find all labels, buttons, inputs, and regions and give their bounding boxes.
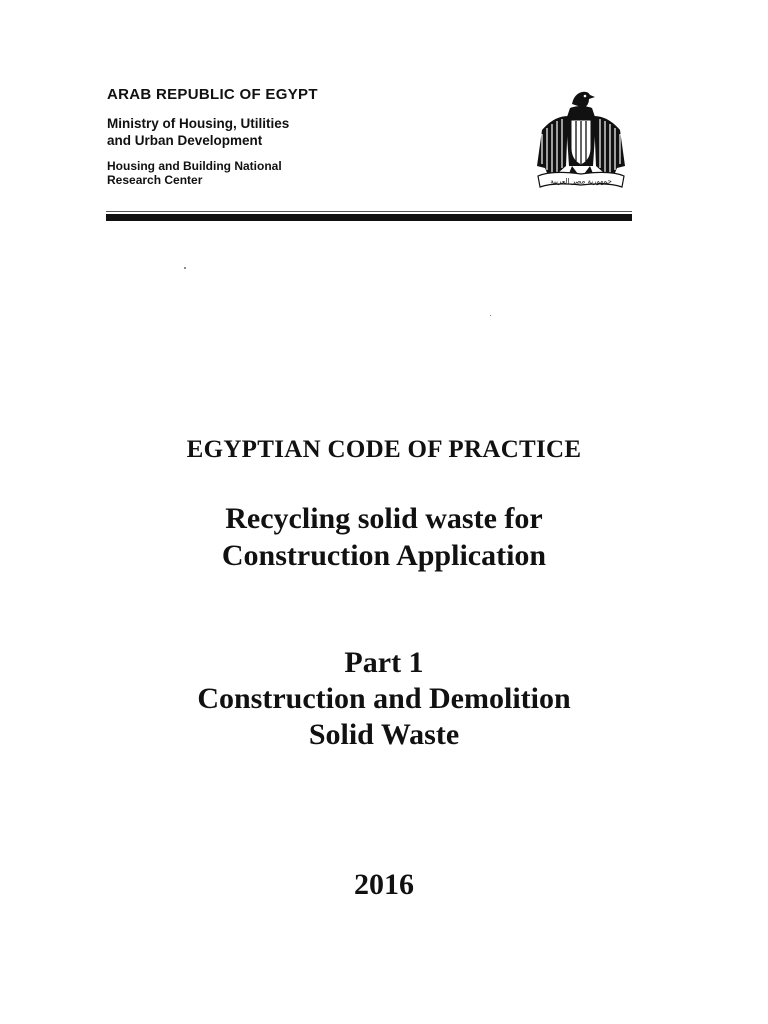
eagle-of-saladin-emblem-icon (532, 86, 630, 194)
header-rule (106, 214, 632, 221)
publication-year: 2016 (354, 868, 414, 901)
part-number: Part 1 (344, 646, 424, 679)
document-title-line-2: Construction Application (221, 539, 547, 572)
document-title (0, 500, 768, 574)
ministry-name (107, 115, 318, 149)
research-center-line-2: Research Center (107, 173, 203, 187)
country-name: ARAB REPUBLIC OF EGYPT (107, 86, 318, 103)
ministry-line-2: and Urban Development (107, 133, 263, 148)
part-heading (0, 645, 768, 753)
scan-speck (490, 315, 491, 316)
ministry-line-1: Ministry of Housing, Utilities (107, 116, 290, 131)
publisher-header (107, 86, 318, 187)
research-center-name (107, 159, 318, 187)
scan-speck (184, 267, 186, 269)
header-rule-thin (106, 211, 632, 212)
part-title-line-1: Construction and Demolition (197, 682, 571, 715)
research-center-line-1: Housing and Building National (107, 159, 282, 173)
code-title: EGYPTIAN CODE OF PRACTICE (186, 436, 582, 463)
document-title-line-1: Recycling solid waste for (225, 502, 543, 535)
part-title-line-2: Solid Waste (308, 718, 460, 751)
emblem-scroll-text: جمهورية مصر العربية (550, 177, 612, 186)
